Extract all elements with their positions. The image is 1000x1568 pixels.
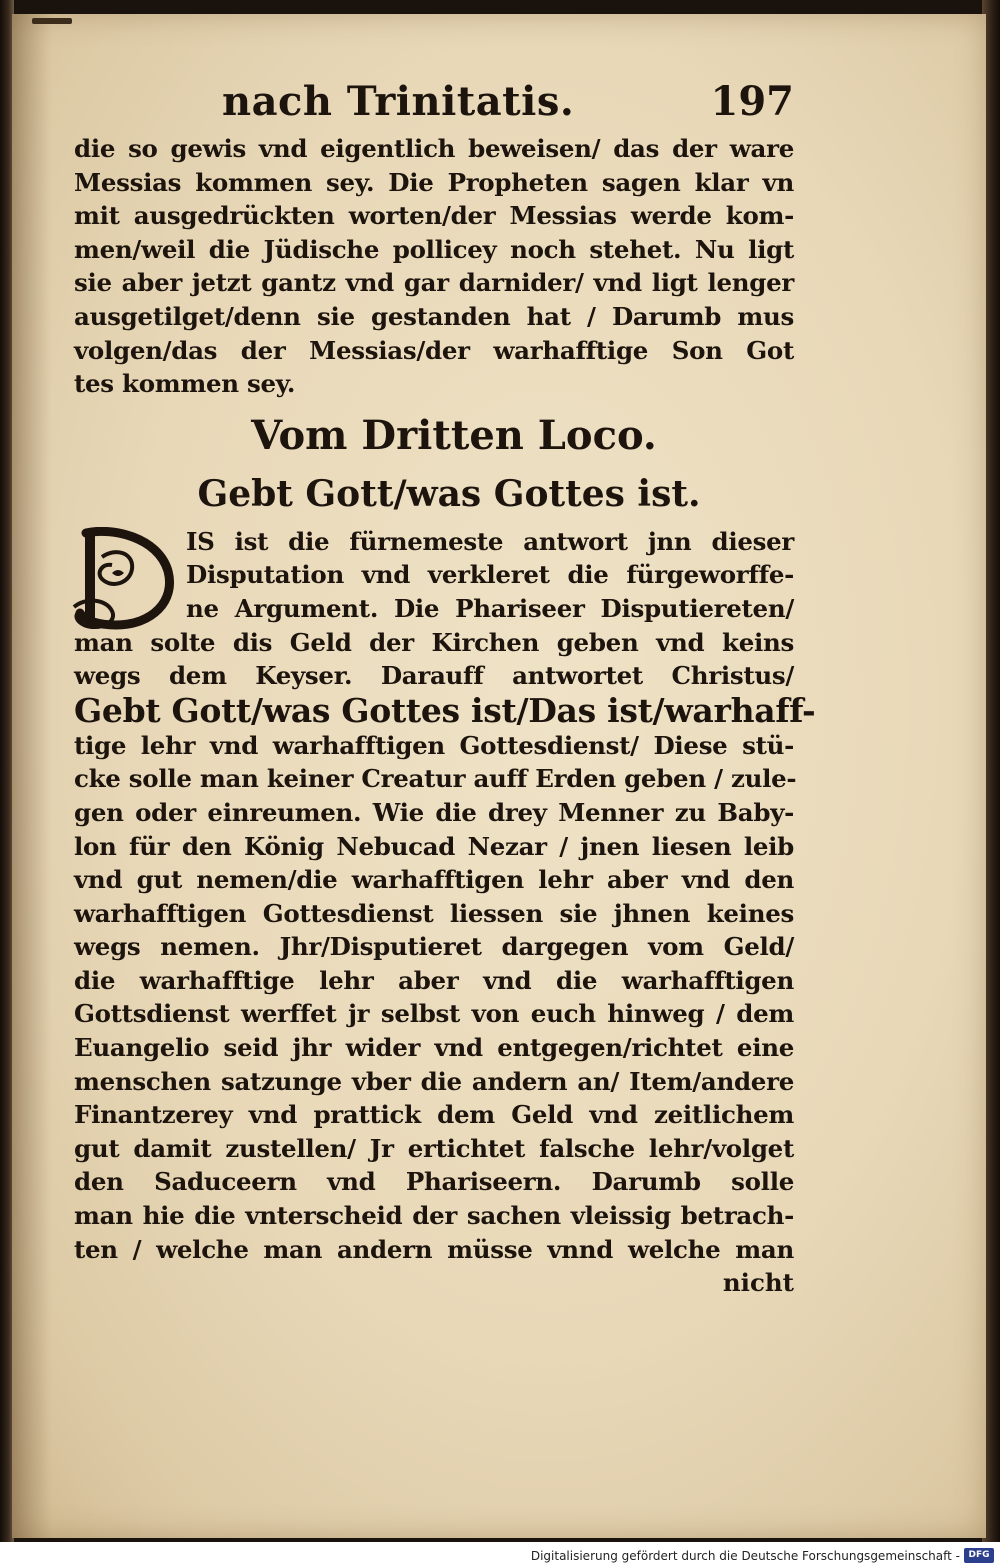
- text-line: volgen/das der Messias/der warhafftige Son Got: [74, 335, 794, 365]
- text-line: Finantzerey vnd prattick dem Geld vnd zeitlichem: [74, 1100, 794, 1130]
- text-line: tes kommen sey.: [74, 369, 296, 399]
- text-line: ne Argument. Die Phariseer Disputiereten/: [186, 593, 794, 623]
- text-block: [74, 76, 816, 1300]
- page-header: [74, 76, 794, 132]
- text-line: IS ist die fürnemeste antwort jnn dieser: [186, 526, 794, 556]
- page-number: 197: [710, 78, 794, 125]
- digitization-footer: [0, 1542, 1000, 1568]
- text-line: ausgetilget/denn sie gestanden hat / Darumb mus: [74, 301, 794, 331]
- funding-credit: Digitalisierung gefördert durch die Deutsche Forschungsgemeinschaft -: [530, 1549, 960, 1563]
- text-line: den Saduceern vnd Phariseern. Darumb solle: [74, 1167, 794, 1197]
- text-line: sie aber jetzt gantz vnd gar darnider/ vnd ligt lenger: [74, 268, 794, 298]
- section-top: [74, 132, 794, 401]
- section-motto: Gebt Gott/was Gottes ist.: [197, 472, 701, 515]
- text-line: Disputation vnd verkleret die fürgeworffe-: [186, 560, 794, 590]
- text-line: gen oder einreumen. Wie die drey Menner zu Baby-: [74, 797, 794, 827]
- text-line: man solte dis Geld der Kirchen geben vnd keins: [74, 627, 794, 657]
- text-line: Messias kommen sey. Die Propheten sagen klar vn: [74, 167, 794, 197]
- text-line: die so gewis vnd eigentlich beweisen/ das der ware: [74, 134, 794, 163]
- text-line: mit ausgedrückten worten/der Messias werde kom-: [74, 201, 794, 231]
- text-line: menschen satzunge vber die andern an/ Item/andere: [74, 1066, 794, 1096]
- text-line: wegs dem Keyser. Darauff antwortet Christus/: [74, 661, 794, 691]
- corner-ink-mark: [32, 18, 72, 24]
- text-line: vnd gut nemen/die warhafftigen lehr aber vnd den: [74, 865, 794, 895]
- text-line-emphasized: Gebt Gott/was Gottes ist/Das ist/warhaff-: [74, 690, 816, 730]
- text-line: Gottsdienst werffet jr selbst von euch hinweg / dem: [74, 999, 794, 1029]
- decorated-initial-d: [72, 527, 182, 631]
- catchword: nicht: [722, 1268, 794, 1298]
- section-main: [74, 525, 816, 1300]
- text-line: die warhafftige lehr aber vnd die warhafftigen: [74, 965, 794, 995]
- running-title: nach Trinitatis.: [222, 78, 575, 125]
- text-line: tige lehr vnd warhafftigen Gottesdienst/ Diese stü-: [74, 730, 794, 760]
- text-line: gut damit zustellen/ Jr ertichtet falsche lehr/volget: [74, 1133, 794, 1163]
- book-page: [12, 14, 986, 1538]
- text-line: ten / welche man andern müsse vnnd welche man: [74, 1234, 794, 1264]
- text-line: cke solle man keiner Creatur auff Erden geben / zule-: [74, 764, 797, 794]
- section-heading: Vom Dritten Loco.: [251, 411, 657, 459]
- text-line: lon für den König Nebucad Nezar / jnen liesen leib: [74, 831, 794, 861]
- text-line: men/weil die Jüdische pollicey noch stehet. Nu ligt: [74, 234, 794, 264]
- text-line: Euangelio seid jhr wider vnd entgegen/richtet eine: [74, 1033, 794, 1063]
- text-line: man hie die vnterscheid der sachen vleissig betrach-: [74, 1201, 794, 1231]
- text-line: warhafftigen Gottesdienst liessen sie jhnen keines: [74, 898, 794, 928]
- dfg-logo-icon: DFG: [964, 1548, 994, 1563]
- text-line: wegs nemen. Jhr/Disputieret dargegen vom Geld/: [74, 932, 794, 962]
